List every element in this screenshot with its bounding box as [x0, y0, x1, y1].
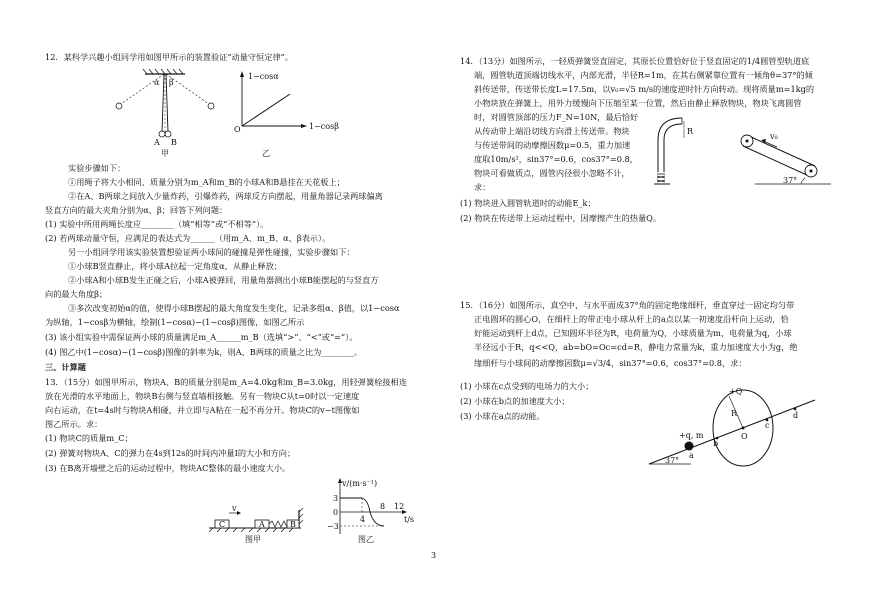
belt-angle-label: 37°: [783, 176, 798, 185]
block-a-label: A: [259, 520, 265, 529]
q15-line: (3) 小球在a点的动能。: [460, 411, 545, 421]
q15-line: (2) 小球在b点的加速度大小；: [460, 396, 570, 406]
q13-line: 图乙所示。求：: [45, 419, 103, 429]
fig-yi-caption: 乙: [262, 149, 270, 158]
q15-line: 正电圆环的圆心O，在细杆上的带正电小球从杆上的a点以某一初速度沿杆向上运动，恰: [474, 314, 789, 324]
belt-velocity-label: v₀: [770, 132, 778, 141]
ytick-neg3: −3: [327, 522, 339, 531]
q12-line: 为纵轴，1−cosβ为横轴，绘制(1−cosα)−(1−cosβ)图像，如图乙所示: [45, 317, 305, 327]
ball-b-label: B: [171, 138, 177, 147]
alpha-label: α: [154, 78, 160, 87]
q14-line: 与传送带间的动摩擦因数μ=0.5，重力加速: [474, 140, 631, 150]
q12-line: ③多次改变初始α的值，使得小球B摆起的最大角度发生变化，记录多组α、β值，以1−cosα: [68, 303, 400, 313]
q15-line: 好能运动到杆上d点，已知圆环半径为R，电荷量为Q，小球质量为m，电荷量为q，小球: [474, 328, 792, 338]
q14-question: (2) 物块在传送带上运动过程中，因摩擦产生的热量Q。: [460, 213, 662, 223]
beta-label: β: [169, 78, 174, 87]
fig-jia-caption: 图甲: [245, 535, 261, 544]
q12-title: 12．某科学兴趣小组同学用如图甲所示的装置验证“动量守恒定律”。: [45, 52, 294, 62]
q14-line: 度取10m/s²，sin37°=0.6，cos37°=0.8，: [474, 154, 638, 164]
point-d-label: d: [793, 411, 799, 420]
block-b-label: B: [290, 520, 296, 529]
ytick-3: 3: [333, 494, 339, 503]
q12-line: ①小球B竖直静止，将小球A拉起一定角度α，从静止释放；: [68, 261, 282, 271]
radius-label: R: [687, 127, 694, 136]
xtick-4: 4: [360, 515, 366, 524]
graph-x-label: 1−cosβ: [309, 122, 339, 131]
block-c-label: C: [219, 520, 226, 529]
q12-line: 另一小组同学用该实验装置想验证两小球间的碰撞是弹性碰撞，实验步骤如下：: [68, 247, 355, 257]
point-a-label: a: [689, 451, 694, 460]
q14-tube-figure: [650, 112, 705, 187]
ring-radius-label: R: [731, 409, 738, 418]
xtick-12: 12: [394, 502, 405, 511]
q12-line: 实验步骤如下：: [68, 163, 126, 173]
q12-line: ①用绳子将大小相同、质量分别为m_A和m_B的小球A和B悬挂在天花板上；: [68, 177, 345, 187]
q13-line: 13．（15分）如图甲所示，物块A、B的质量分别是m_A=4.0kg和m_B=3.0kg，用轻弹簧栓接相连: [45, 377, 407, 387]
q14-line: 求：: [474, 182, 491, 192]
page-number: 3: [431, 551, 437, 560]
vt-x-label: t/s: [404, 515, 415, 524]
fig-jia-caption: 甲: [161, 149, 169, 158]
q13-figure-yi: [318, 476, 418, 544]
q14-line: 从传动带上端沿切线方向滑上传送带。物块: [474, 126, 630, 136]
q12-line: (2) 若两球动量守恒，应满足的表达式为______（用m_A、m_B、α、β表示）。: [45, 233, 331, 243]
q12-line: ②小球A和小球B发生正碰之后，小球A被弹回，用量角器测出小球B能摆起的与竖直方: [68, 275, 379, 285]
q14-belt-figure: [735, 128, 835, 190]
q13-line: 向右运动，在t=4s时与物块A相碰，并立即与A粘在一起不再分开。物块C的v−t图像如: [45, 405, 360, 415]
q14-line: 端，圆管轨道顶端切线水平，内部光滑，半径R=1m，在其右侧紧靠位置有一倾角θ=37°的倾: [474, 70, 813, 80]
ball-charge-label: +q, m: [679, 431, 704, 440]
q14-line: 14．（13分）如图所示，一轻质弹簧竖直固定，其原长位置恰好位于竖直固定的1/4圆管型轨道底: [460, 56, 810, 66]
q14-line: 时，对圆管顶部的压力F_N=10N，最后恰好: [474, 112, 639, 122]
point-c-label: c: [765, 421, 770, 430]
q14-question: (1) 物块进入圆管轨道时的动能E_k；: [460, 198, 596, 208]
q12-line: (1) 实验中所用两绳长度应________（填“相等”或“不相等”）。: [45, 219, 269, 229]
velocity-label: v: [232, 504, 237, 513]
q12-figure-jia: [105, 68, 225, 158]
q14-line: 斜传送带，传送带长度L=17.5m，以v₀=√5 m/s的速度逆时针方向转动。现将质量m=1kg的: [474, 84, 815, 94]
graph-y-label: 1−cosα: [248, 72, 279, 81]
center-label: O: [741, 432, 748, 441]
q14-line: 小物块放在弹簧上，用外力缓慢向下压缩至某一位置，然后由静止释放物块，物块飞离圆管: [474, 98, 802, 108]
q12-figure-yi: [228, 68, 348, 158]
q13-figure-jia: [205, 500, 315, 545]
ring-charge-label: +Q: [729, 388, 743, 396]
q13-line: (1) 物块C的质量m_C；: [45, 433, 133, 443]
ball-a-label: A: [154, 138, 160, 147]
q12-line: (4) 图乙中(1−cosα)−(1−cosβ)图像的斜率为k，则A、B两球的质量之比为________。: [45, 347, 363, 357]
xtick-8: 8: [380, 502, 386, 511]
q15-line: 缘细杆与小球间的动摩擦因数μ=√3/4，sin37°=0.6，cos37°=0.8，求：: [474, 358, 747, 368]
q15-line: 15．（16分）如图所示，真空中，与水平面成37°角的固定绝缘细杆，垂直穿过一固定均匀带: [460, 300, 795, 310]
section-title: 三、计算题: [45, 362, 86, 372]
q13-line: 放在光滑的水平地面上，物块B右侧与竖直墙相接触。另有一物块C从t=0时以一定速度: [45, 391, 360, 401]
q15-line: 半径远小于R，q<<Q，ab=bO=Oc=cd=R，静电力常量为k，重力加速度大小为g，绝: [474, 342, 798, 352]
q14-line: 物块可看做质点，圆管内径很小忽略不计，: [474, 168, 630, 178]
graph-origin: O: [234, 125, 241, 134]
ytick-0: 0: [333, 508, 339, 517]
point-b-label: b: [713, 439, 719, 448]
q12-line: (3) 该小组实验中需保证两小球的质量满足m_A______m_B（选填“>”、“<”或“=”）。: [45, 332, 358, 342]
q13-line: (3) 在B离开墙壁之后的运动过程中，物块AC整体的最小速度大小。: [45, 463, 291, 473]
rod-angle-label: 37°: [665, 456, 680, 465]
fig-yi-caption: 图乙: [358, 535, 374, 544]
vt-y-label: v/(m·s⁻¹): [342, 479, 378, 488]
q13-line: (2) 弹簧对物块A、C的弹力在4s到12s的时间内冲量I的大小和方向；: [45, 448, 296, 458]
q15-line: (1) 小球在c点受到的电场力的大小；: [460, 381, 594, 391]
q12-line: 竖直方向的最大夹角分别为α、β；回答下列问题：: [45, 205, 228, 215]
q12-line: ②在A、B两球之间放入少量炸药，引爆炸药，两球反方向摆起，用量角器记录两球偏离: [68, 191, 383, 201]
q15-ring-figure: [645, 388, 845, 472]
q12-line: 向的最大角度β；: [45, 289, 108, 299]
